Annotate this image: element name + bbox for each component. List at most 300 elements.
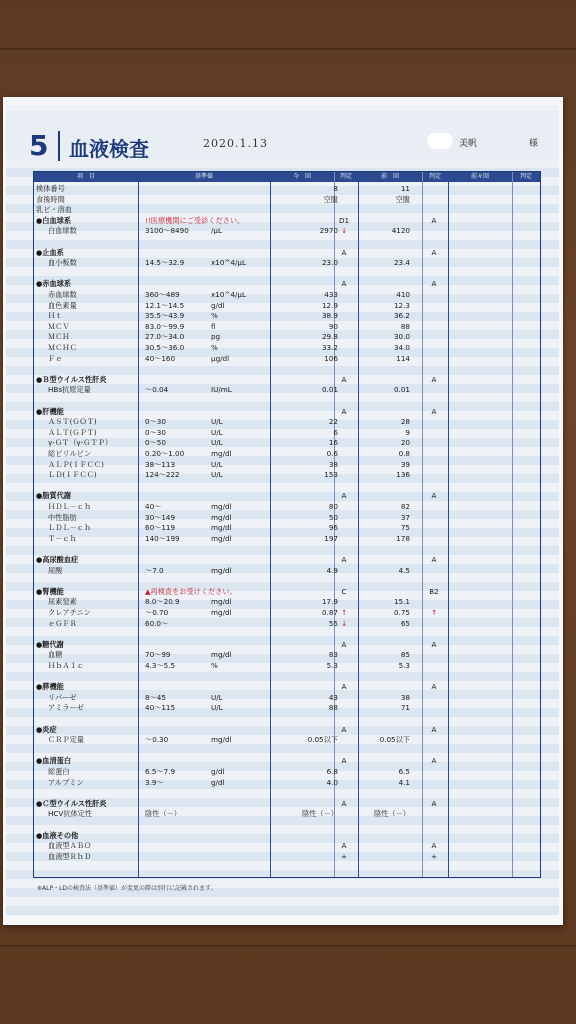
reference-range: 27.0〜34.0 (145, 332, 185, 342)
table-row (34, 608, 540, 617)
current-judgement: D1 (338, 215, 350, 225)
current-value: 33.2 (321, 343, 338, 352)
previous-value: 空腹 (395, 194, 410, 204)
reference-range: 360〜489 (145, 290, 180, 299)
reference-range: 〜0.04 (145, 385, 169, 395)
honorific: 様 (529, 139, 539, 149)
test-name: ＨｂＡ１ｃ (48, 661, 84, 670)
unit: /μL (211, 226, 222, 236)
test-name: 食後時間 (36, 194, 65, 204)
table-row (34, 195, 540, 204)
reference-range: 〜0.30 (145, 735, 169, 745)
previous-value: 75 (400, 523, 410, 533)
table-row (34, 725, 540, 734)
previous-value: 20 (400, 438, 410, 448)
previous-value: 85 (400, 650, 410, 660)
table-row (34, 279, 540, 288)
table-row (34, 481, 540, 490)
test-name: ＡＬＴ(ＧＰＴ) (48, 427, 97, 437)
table-row (34, 672, 540, 681)
test-name: 血液型ＲｈＤ (48, 851, 92, 861)
test-name: 白血球数 (48, 226, 77, 236)
section-divider (58, 131, 60, 161)
current-value: 90 (328, 321, 338, 331)
table-row (34, 216, 540, 225)
previous-value: 38 (400, 692, 410, 702)
current-value: 16 (328, 438, 338, 448)
test-name: 尿素窒素 (48, 597, 77, 607)
current-value: 83 (328, 650, 338, 660)
table-row (34, 809, 540, 818)
table-row (34, 470, 540, 479)
test-name: ●赤血球系 (36, 279, 72, 289)
table-row (34, 396, 540, 405)
table-row (34, 693, 540, 702)
unit: μg/dl (211, 353, 230, 363)
test-name: アミラーゼ (48, 703, 84, 713)
test-name: ＨＤＬ－ｃｈ (48, 502, 92, 511)
reference-range: 6.5〜7.9 (145, 767, 176, 776)
current-value: 6.8 (326, 767, 338, 776)
table-row (34, 714, 540, 723)
test-name: ●肝機能 (36, 406, 64, 416)
test-name: 血液型ＡＢＯ (48, 841, 92, 851)
previous-value: 34.0 (393, 343, 410, 352)
floor-seam (0, 48, 576, 50)
previous-value: 0.05以下 (379, 735, 410, 745)
reference-range: 60.0〜 (145, 618, 169, 628)
test-name: 尿酸 (48, 565, 63, 575)
current-judgement: A (341, 555, 347, 564)
previous-judgement: A (431, 682, 437, 692)
test-name: 乳ビ・溶血 (36, 205, 72, 215)
advisory-note: !!医療機関にご受診ください。 (145, 215, 245, 225)
table-row (34, 438, 540, 447)
table-row (34, 703, 540, 712)
current-value: 0.05以下 (307, 735, 338, 745)
current-judgement: A (341, 491, 347, 501)
current-value: 96 (328, 523, 338, 533)
reference-range: 38〜113 (145, 459, 176, 469)
header-item: 項 目 (76, 173, 95, 180)
table-row (34, 417, 540, 426)
footnote: ※ALP・LDの検査法（基準値）が変更の際は別行に記載されます。 (37, 885, 217, 892)
unit: g/dl (211, 767, 225, 776)
table-row (34, 756, 540, 765)
test-name: ＬＤＬ－ｃｈ (48, 523, 92, 533)
previous-value: 39 (400, 459, 410, 469)
table-row (34, 364, 540, 373)
reference-range: 8〜45 (145, 692, 166, 702)
current-value: 23.0 (321, 258, 338, 268)
unit: IU/mL (211, 385, 232, 395)
reference-range: 70〜99 (145, 650, 171, 660)
table-row (34, 407, 540, 416)
test-name: 中性脂肪 (48, 512, 77, 522)
current-value: 6 (333, 427, 338, 437)
previous-judgement: A (431, 798, 437, 808)
table-row (34, 597, 540, 606)
current-value: 4.9 (326, 565, 338, 575)
table-header (34, 172, 540, 182)
current-judgement: A (341, 279, 347, 289)
redaction-mark (427, 133, 453, 149)
table-row (34, 746, 540, 755)
table-row (34, 248, 540, 257)
previous-value: 37 (400, 512, 410, 522)
previous-judgement: + (430, 851, 438, 861)
unit: U/L (211, 427, 223, 437)
current-judgement: A (341, 406, 347, 416)
reference-range: 40〜 (145, 502, 162, 511)
unit: x10^4/μL (211, 258, 246, 268)
table-row (34, 375, 540, 384)
test-name: ＭＣＨＣ (48, 343, 77, 352)
table-row (34, 322, 540, 331)
unit: x10^4/μL (211, 290, 246, 299)
unit: mg/dl (211, 533, 232, 543)
unit: U/L (211, 703, 223, 713)
header-before-previous: 前々回 (470, 173, 489, 180)
previous-value: 4.1 (398, 777, 410, 787)
header-before-previous-judgement: 判定 (519, 173, 532, 180)
previous-judgement: A (431, 215, 437, 225)
test-name: HBs抗原定量 (48, 385, 91, 395)
unit: fl (211, 321, 216, 331)
reference-range: 4.3〜5.5 (145, 661, 176, 670)
reference-range: 陰性（－） (145, 809, 181, 819)
table-row (34, 385, 540, 394)
reference-range: 0〜50 (145, 438, 166, 448)
reference-range: 3100〜8490 (145, 226, 189, 236)
table-row (34, 831, 540, 840)
table-row (34, 650, 540, 659)
previous-value: 23.4 (393, 258, 410, 268)
table-row (34, 205, 540, 214)
current-value: 2970 (319, 226, 338, 236)
table-row (34, 311, 540, 320)
lab-report-sheet (3, 97, 563, 925)
current-value: 106 (324, 353, 338, 363)
previous-value: 陰性（－） (374, 809, 410, 819)
previous-value: 88 (400, 321, 410, 331)
current-value: 38 (328, 459, 338, 469)
reference-range: 30〜149 (145, 512, 176, 522)
unit: U/L (211, 470, 223, 480)
test-name: ｅＧＦＲ (48, 618, 77, 628)
table-row (34, 661, 540, 670)
unit: mg/dl (211, 650, 232, 660)
previous-value: 5.3 (398, 661, 410, 670)
previous-value: 65 (400, 618, 410, 628)
current-value: 433 (324, 290, 338, 299)
test-name: 血色素量 (48, 300, 77, 310)
current-value: 17.9 (321, 597, 338, 607)
unit: U/L (211, 459, 223, 469)
previous-value: 4.5 (398, 565, 410, 575)
previous-judgement: A (431, 841, 437, 851)
table-row (34, 587, 540, 596)
test-name: 血糖 (48, 650, 63, 660)
reference-range: 0.20〜1.00 (145, 449, 185, 458)
table-row (34, 841, 540, 850)
previous-judgement: A (431, 247, 437, 257)
header-previous-judgement: 判定 (428, 173, 441, 180)
table-row (34, 226, 540, 235)
test-name: ●血清蛋白 (36, 756, 72, 766)
table-row (34, 332, 540, 341)
table-row (34, 682, 540, 691)
test-name: 検体番号 (36, 184, 65, 193)
table-row (34, 502, 540, 511)
test-name: ＣＲＰ定量 (48, 735, 84, 745)
table-row (34, 778, 540, 787)
previous-value: 12.3 (393, 300, 410, 310)
test-name: ●膵機能 (36, 682, 64, 692)
current-value: 153 (324, 470, 338, 480)
unit: U/L (211, 417, 223, 427)
previous-judgement: A (431, 724, 437, 734)
test-name: ●Ｂ型ウイルス性肝炎 (36, 374, 107, 384)
table-row (34, 354, 540, 363)
header-previous: 前 回 (380, 173, 399, 180)
current-judgement: A (341, 756, 347, 766)
current-value: 80 (328, 502, 338, 511)
reference-range: 0〜30 (145, 417, 166, 427)
test-name: HCV抗体定性 (48, 809, 93, 819)
test-name: クレアチニン (48, 608, 91, 617)
current-judgement: A (341, 841, 347, 851)
reference-range: 〜0.70 (145, 608, 169, 617)
current-value: 空腹 (323, 194, 338, 204)
test-name: 赤血球数 (48, 290, 77, 299)
test-name: ●高尿酸血症 (36, 555, 79, 564)
reference-range: 〜7.0 (145, 565, 164, 575)
unit: g/dl (211, 300, 225, 310)
current-judgement: A (341, 639, 347, 649)
previous-judgement: B2 (429, 586, 439, 596)
table-row (34, 449, 540, 458)
current-judgement: A (341, 247, 347, 257)
reference-range: 12.1〜14.5 (145, 300, 185, 310)
reference-range: 8.0〜20.9 (145, 597, 180, 607)
previous-value: 30.0 (393, 332, 410, 342)
test-name: Ｈｔ (48, 311, 63, 321)
test-name: ＭＣＨ (48, 332, 70, 342)
current-judgement: ↓ (340, 226, 348, 236)
test-name: アルブミン (48, 777, 84, 787)
floor-seam (0, 945, 576, 947)
unit: mg/dl (211, 608, 232, 617)
unit: mg/dl (211, 449, 232, 458)
header-current: 今 回 (292, 173, 311, 180)
reference-range: 30.5〜36.0 (145, 343, 185, 352)
previous-value: 0.75 (393, 608, 410, 617)
current-judgement: + (340, 851, 348, 861)
table-row (34, 555, 540, 564)
previous-value: 28 (400, 417, 410, 427)
previous-value: 82 (400, 502, 410, 511)
previous-value: 410 (396, 290, 410, 299)
test-name: ＡＬＰ(ＩＦＣＣ) (48, 459, 104, 469)
header-current-judgement: 判定 (339, 173, 352, 180)
table-row (34, 640, 540, 649)
previous-value: 0.01 (393, 385, 410, 395)
current-value: 0.01 (321, 385, 338, 395)
previous-value: 9 (405, 427, 410, 437)
unit: % (211, 311, 218, 321)
unit: mg/dl (211, 735, 232, 745)
current-value: 197 (324, 533, 338, 543)
advisory-note: ▲再検査をお受けください。 (145, 586, 237, 596)
table-row (34, 301, 540, 310)
current-judgement: ↑ (340, 608, 348, 617)
test-name: ●炎症 (36, 724, 57, 734)
table-row (34, 237, 540, 246)
previous-judgement: ↑ (430, 608, 438, 617)
table-row (34, 343, 540, 352)
reference-range: 124〜222 (145, 470, 180, 480)
unit: % (211, 343, 218, 352)
table-row (34, 491, 540, 500)
table-row (34, 523, 540, 532)
table-row (34, 258, 540, 267)
previous-judgement: A (431, 555, 437, 564)
header-reference: 基準値 (194, 173, 213, 180)
unit: mg/dl (211, 502, 232, 511)
current-value: 55 (328, 618, 338, 628)
test-name: ●脂質代謝 (36, 491, 72, 501)
current-judgement: A (341, 724, 347, 734)
reference-range: 40〜115 (145, 703, 176, 713)
unit: mg/dl (211, 597, 232, 607)
test-name: Ｆｅ (48, 353, 63, 363)
test-name: リパーゼ (48, 692, 77, 702)
test-name: ●血液その他 (36, 830, 79, 840)
previous-value: 114 (396, 353, 410, 363)
table-row (34, 852, 540, 861)
reference-range: 14.5〜32.9 (145, 258, 185, 268)
current-value: 12.9 (321, 300, 338, 310)
current-value: 陰性（－） (302, 809, 338, 819)
current-value: 22 (328, 417, 338, 427)
previous-value: 11 (400, 184, 410, 193)
table-row (34, 629, 540, 638)
test-name: ＭＣＶ (48, 321, 70, 331)
current-judgement: C (341, 586, 347, 596)
current-value: 0.87 (321, 608, 338, 617)
current-judgement: A (341, 374, 347, 384)
unit: % (211, 661, 218, 670)
unit: mg/dl (211, 523, 232, 533)
table-row (34, 184, 540, 193)
test-name: ●止血系 (36, 247, 64, 257)
table-row (34, 576, 540, 585)
unit: U/L (211, 692, 223, 702)
table-row (34, 735, 540, 744)
previous-value: 36.2 (393, 311, 410, 321)
current-value: 4.0 (326, 777, 338, 787)
reference-range: 35.5〜43.9 (145, 311, 185, 321)
reference-range: 83.0〜99.9 (145, 321, 185, 331)
previous-value: 15.1 (393, 597, 410, 607)
current-judgement: ↓ (340, 618, 348, 628)
unit: mg/dl (211, 512, 232, 522)
patient-name: 美帆 (459, 139, 478, 149)
table-row (34, 767, 540, 776)
current-value: 50 (328, 512, 338, 522)
current-judgement: A (341, 682, 347, 692)
test-name: Ｔ－ｃｈ (48, 533, 77, 543)
handwritten-date: 2020.1.13 (203, 137, 268, 150)
previous-judgement: A (431, 279, 437, 289)
previous-value: 4120 (391, 226, 410, 236)
unit: U/L (211, 438, 223, 448)
current-value: 88 (328, 703, 338, 713)
reference-range: 140〜199 (145, 533, 180, 543)
current-value: 0.6 (326, 449, 338, 458)
previous-judgement: A (431, 491, 437, 501)
reference-range: 0〜30 (145, 427, 166, 437)
current-value: 38.9 (321, 311, 338, 321)
table-row (34, 820, 540, 829)
previous-value: 178 (396, 533, 410, 543)
reference-range: 3.9〜 (145, 777, 164, 787)
previous-judgement: A (431, 639, 437, 649)
test-name: γ-ＧＴ（γ-ＧＴＰ） (48, 438, 113, 448)
table-row (34, 788, 540, 797)
previous-judgement: A (431, 406, 437, 416)
unit: g/dl (211, 777, 225, 787)
blood-test-table (33, 171, 541, 878)
table-row (34, 544, 540, 553)
reference-range: 60〜119 (145, 523, 176, 533)
test-name: 総蛋白 (48, 767, 70, 776)
current-value: 29.8 (321, 332, 338, 342)
table-row (34, 428, 540, 437)
unit: mg/dl (211, 565, 232, 575)
table-row (34, 619, 540, 628)
current-value: 5.3 (326, 661, 338, 670)
table-row (34, 799, 540, 808)
previous-judgement: A (431, 756, 437, 766)
reference-range: 40〜160 (145, 353, 176, 363)
test-name: 総ビリルビン (48, 449, 92, 458)
current-value: 43 (328, 692, 338, 702)
test-name: ●腎機能 (36, 586, 64, 596)
previous-value: 0.8 (398, 449, 410, 458)
test-name: ●Ｃ型ウイルス性肝炎 (36, 798, 107, 808)
test-name: ＡＳＴ(ＧＯＴ) (48, 417, 97, 427)
previous-value: 136 (396, 470, 410, 480)
table-row (34, 513, 540, 522)
test-name: ●糖代謝 (36, 639, 64, 649)
section-title: 血液検査 (69, 137, 149, 161)
table-row (34, 269, 540, 278)
test-name: ●白血球系 (36, 215, 72, 225)
current-judgement: A (341, 798, 347, 808)
table-row (34, 460, 540, 469)
previous-judgement: A (431, 374, 437, 384)
previous-value: 6.5 (398, 767, 410, 776)
section-number: 5 (29, 129, 49, 162)
unit: pg (211, 332, 221, 342)
test-name: ＬＤ(ＩＦＣＣ) (48, 470, 97, 480)
table-row (34, 566, 540, 575)
previous-value: 71 (400, 703, 410, 713)
test-name: 血小板数 (48, 258, 77, 268)
table-row (34, 290, 540, 299)
